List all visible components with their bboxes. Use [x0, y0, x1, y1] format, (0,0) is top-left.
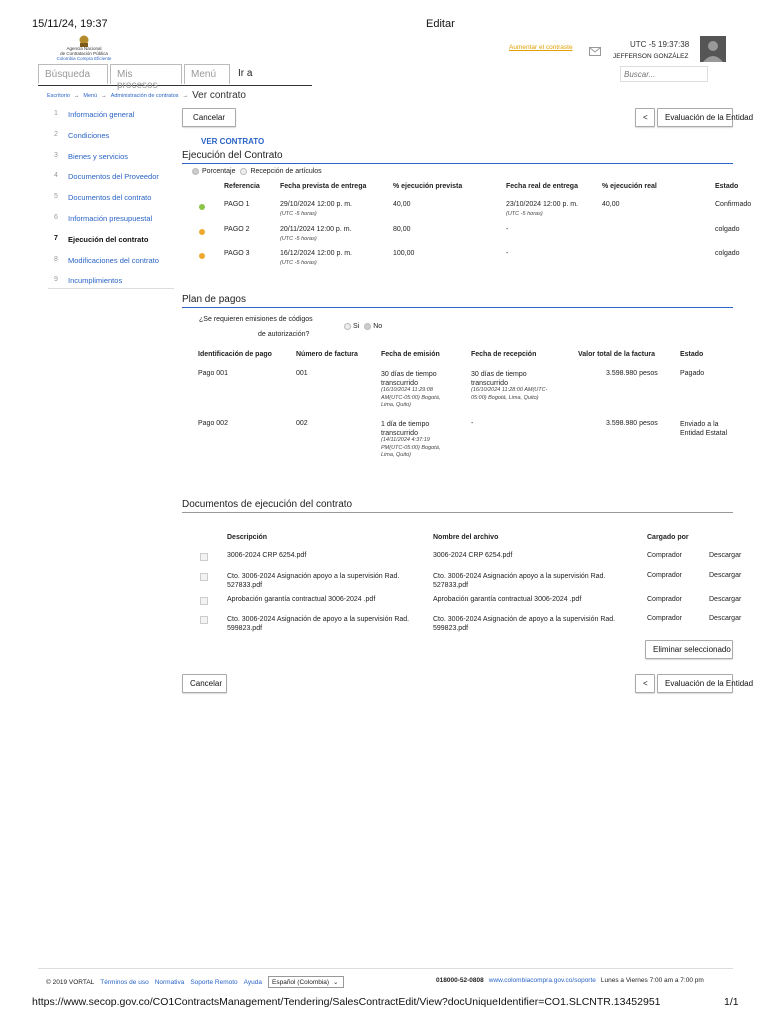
tab-my-processes[interactable]: Mis procesos [110, 64, 182, 84]
breadcrumb [47, 90, 246, 101]
print-page-number: 1/1 [724, 996, 739, 1008]
row-checkbox[interactable] [200, 616, 208, 624]
chevron-down-icon: ⌄ [333, 979, 339, 986]
row-state: colgado [715, 250, 740, 257]
row-pay-state: Pagado [680, 370, 705, 377]
row-file: Cto. 3006-2024 Asignación de apoyo a la supervisión Rad. 599823.pdf [433, 616, 616, 632]
footer-hours: Lunes a Viernes 7:00 am a 7:00 pm [600, 977, 704, 984]
footer-terms-link[interactable]: Términos de uso [100, 978, 149, 986]
col-reception: Fecha de recepción [471, 351, 537, 358]
sidebar-item-modifications[interactable]: 8 Modificaciones del contrato [54, 255, 159, 265]
row-planned: 20/11/2024 12:00 p. m. [280, 226, 352, 233]
col-description: Descripción [227, 534, 268, 541]
row-file: Cto. 3006-2024 Asignación apoyo a la supervisión Rad. 527833.pdf [433, 573, 606, 589]
row-desc: 3006-2024 CRP 6254.pdf [227, 552, 307, 559]
breadcrumb-sep: → [73, 92, 80, 99]
footer-remote-support-link[interactable]: Soporte Remoto [190, 978, 238, 986]
sidebar-item-goods[interactable]: 3 Bienes y servicios [54, 151, 129, 161]
row-ref: PAGO 1 [224, 201, 250, 208]
download-link[interactable]: Descargar [709, 596, 742, 603]
payments-title: Plan de pagos [182, 294, 733, 308]
row-uploader: Comprador [647, 552, 683, 559]
org-line-2: de Contratación Pública [60, 51, 108, 56]
row-ref: PAGO 3 [224, 250, 250, 257]
download-link[interactable]: Descargar [709, 615, 742, 622]
delete-selected-button[interactable]: Eliminar seleccionado [645, 640, 733, 659]
page-title: Ver contrato [192, 90, 246, 101]
row-planned: 16/12/2024 12:00 p. m. [280, 250, 352, 257]
documents-title: Documentos de ejecución del contrato [182, 499, 733, 513]
row-desc: Cto. 3006-2024 Asignación apoyo a la supervisión Rad. 527833.pdf [227, 573, 400, 589]
row-ref: PAGO 2 [224, 226, 250, 233]
row-value: 3.598.980 pesos [606, 370, 658, 377]
row-planned: 29/10/2024 12:00 p. m. [280, 201, 352, 208]
col-reference: Referencia [224, 183, 260, 190]
table-row [0, 250, 768, 274]
radio-yes-label: Si [353, 323, 360, 330]
row-planned-tz: (UTC -5 horas) [280, 260, 317, 266]
evaluation-button-top[interactable]: Evaluación de la Entidad [657, 108, 733, 127]
radio-items-label: Recepción de artículos [250, 168, 322, 175]
row-reception: - [471, 420, 474, 427]
table-row [0, 226, 768, 250]
col-state: Estado [715, 183, 739, 190]
row-file: Aprobación garantía contractual 3006-2024 .pdf [433, 596, 582, 603]
language-select[interactable] [268, 976, 344, 988]
footer-support-link[interactable]: www.colombiacompra.gov.co/soporte [488, 977, 596, 984]
row-invoice: 001 [296, 370, 308, 377]
table-row [0, 596, 768, 612]
sidebar-item-general[interactable]: 1 Información general [54, 110, 135, 119]
auth-question-line1: ¿Se requieren emisiones de códigos [199, 316, 313, 323]
col-value: Valor total de la factura [578, 351, 656, 358]
col-planned-pct: % ejecución prevista [393, 183, 463, 190]
table-row [0, 201, 768, 225]
execution-title: Ejecución del Contrato [182, 150, 733, 164]
mail-icon[interactable] [589, 43, 601, 61]
footer-copyright: © 2019 VORTAL [46, 978, 95, 986]
col-planned-date: Fecha prevista de entrega [280, 183, 367, 190]
row-reception: 30 días de tiempo transcurrido [471, 371, 527, 387]
cancel-button-top[interactable]: Cancelar [182, 108, 236, 127]
footer-help-link[interactable]: Ayuda [243, 978, 262, 986]
row-state: Confirmado [715, 201, 752, 208]
row-pay-id: Pago 002 [198, 420, 228, 427]
user-avatar[interactable] [700, 36, 726, 62]
row-checkbox[interactable] [200, 573, 208, 581]
breadcrumb-sep: → [101, 92, 107, 99]
row-real: 23/10/2024 12:00 p. m. [506, 201, 578, 208]
breadcrumb-contracts[interactable]: Administración de contratos [110, 92, 179, 99]
radio-yes[interactable] [344, 323, 351, 330]
sidebar-item-supplier-docs[interactable]: 4 Documentos del Proveedor [54, 172, 159, 182]
col-real-pct: % ejecución real [602, 183, 657, 190]
auth-question-line2: de autorización? [258, 331, 310, 338]
execution-mode [192, 168, 322, 175]
footer [46, 976, 344, 988]
tab-go-to[interactable]: Ir a [232, 64, 312, 84]
row-real-tz: (UTC -5 horas) [506, 211, 543, 217]
radio-no-label: No [373, 323, 383, 330]
row-invoice: 002 [296, 420, 308, 427]
row-file: 3006-2024 CRP 6254.pdf [433, 552, 513, 559]
row-state: colgado [715, 226, 740, 233]
utc-time: UTC -5 19:37:38 [630, 40, 690, 49]
top-nav [38, 64, 312, 91]
footer-contact [436, 977, 704, 984]
status-dot [199, 253, 205, 259]
prev-button-top[interactable]: < [635, 108, 655, 127]
radio-percent-label: Porcentaje [202, 168, 236, 175]
tab-search[interactable]: Búsqueda [38, 64, 108, 84]
row-emission-detail: (14/11/2024 4:37:19 PM(UTC-05:00) Bogotá, Lima, Quito) [381, 437, 441, 458]
sidebar-divider [48, 288, 174, 289]
language-select-value: Español (Colombia) [272, 978, 330, 986]
footer-phone: 018000-52-0808 [436, 977, 484, 984]
org-line-1: Agencia Nacional [66, 46, 102, 51]
table-row [0, 615, 768, 637]
org-line-3: Colombia Compra Eficiente [56, 56, 112, 61]
table-row [0, 552, 768, 568]
table-row [0, 370, 768, 416]
evaluation-button-bottom[interactable]: Evaluación de la Entidad [657, 674, 733, 693]
row-uploader: Comprador [647, 596, 683, 603]
view-contract-heading: VER CONTRATO [201, 137, 265, 146]
sidebar-item-budget[interactable]: 6 Información presupuestal [54, 213, 153, 223]
breadcrumb-desk[interactable]: Escritorio [47, 92, 70, 99]
breadcrumb-sep: → [182, 92, 189, 99]
footer-normative-link[interactable]: Normativa [154, 978, 185, 986]
cancel-button-bottom[interactable]: Cancelar [182, 674, 227, 693]
sidebar-item-contract-docs[interactable]: 5 Documentos del contrato [54, 193, 152, 203]
row-real: - [506, 250, 509, 257]
search-input[interactable] [620, 66, 708, 82]
status-dot [199, 204, 205, 210]
table-row [0, 420, 768, 466]
row-pct-planned: 80,00 [393, 226, 411, 233]
col-payment-id: Identificación de pago [198, 351, 272, 358]
col-filename: Nombre del archivo [433, 534, 499, 541]
row-desc: Aprobación garantía contractual 3006-2024 .pdf [227, 596, 376, 603]
table-row [0, 572, 768, 594]
row-planned-tz: (UTC -5 horas) [280, 211, 317, 217]
download-link[interactable]: Descargar [709, 572, 742, 579]
row-planned-tz: (UTC -5 horas) [280, 236, 317, 242]
row-value: 3.598.980 pesos [606, 420, 658, 427]
col-uploaded-by: Cargado por [647, 534, 689, 541]
breadcrumb-menu[interactable]: Menú [83, 92, 98, 99]
footer-divider [38, 968, 733, 969]
download-link[interactable]: Descargar [709, 552, 742, 559]
radio-percent[interactable] [192, 168, 199, 175]
col-real-date: Fecha real de entrega [506, 183, 578, 190]
sidebar-item-execution[interactable]: 7 Ejecución del contrato [54, 234, 149, 244]
col-invoice: Número de factura [296, 351, 358, 358]
user-icon [700, 36, 726, 62]
print-title: Editar [426, 18, 455, 30]
sidebar-item-breaches[interactable]: 9 Incumplimientos [54, 276, 123, 286]
user-name[interactable]: JEFFERSON GONZÁLEZ [613, 53, 689, 60]
increase-contrast-link[interactable]: Aumentar el contraste [509, 44, 573, 51]
row-desc: Cto. 3006-2024 Asignación de apoyo a la supervisión Rad. 599823.pdf [227, 616, 410, 632]
row-real: - [506, 226, 509, 233]
row-emission: 30 días de tiempo transcurrido [381, 371, 437, 387]
row-pay-id: Pago 001 [198, 370, 228, 377]
row-pct-planned: 100,00 [393, 250, 415, 257]
row-checkbox[interactable] [200, 553, 208, 561]
row-uploader: Comprador [647, 615, 683, 622]
auth-options [344, 323, 382, 330]
col-emission: Fecha de emisión [381, 351, 440, 358]
status-dot [199, 229, 205, 235]
row-checkbox[interactable] [200, 597, 208, 605]
print-datetime: 15/11/24, 19:37 [32, 18, 108, 30]
print-url: https://www.secop.gov.co/CO1ContractsManagement/Tendering/SalesContractEdit/View?docUniqueIdentifier=CO1.SLCNTR.13452951 [32, 996, 661, 1008]
row-pct-real: 40,00 [602, 201, 620, 208]
row-pay-state: Enviado a la Entidad Estatal [680, 421, 728, 437]
row-reception-detail: (16/10/2024 11:28:00 AM(UTC-05:00) Bogotá, Lima, Quito) [471, 387, 548, 401]
row-emission-detail: (16/10/2024 11:29:08 AM(UTC-05:00) Bogotá, Lima, Quito) [381, 387, 441, 408]
tab-menu[interactable]: Menú [184, 64, 230, 84]
prev-button-bottom[interactable]: < [635, 674, 655, 693]
sidebar-item-conditions[interactable]: 2 Condiciones [54, 130, 110, 140]
row-emission: 1 día de tiempo transcurrido [381, 421, 430, 437]
row-pct-planned: 40,00 [393, 201, 411, 208]
radio-items[interactable] [240, 168, 247, 175]
agency-logo[interactable] [44, 34, 124, 65]
row-uploader: Comprador [647, 572, 683, 579]
radio-no[interactable] [364, 323, 371, 330]
col-pay-state: Estado [680, 351, 704, 358]
